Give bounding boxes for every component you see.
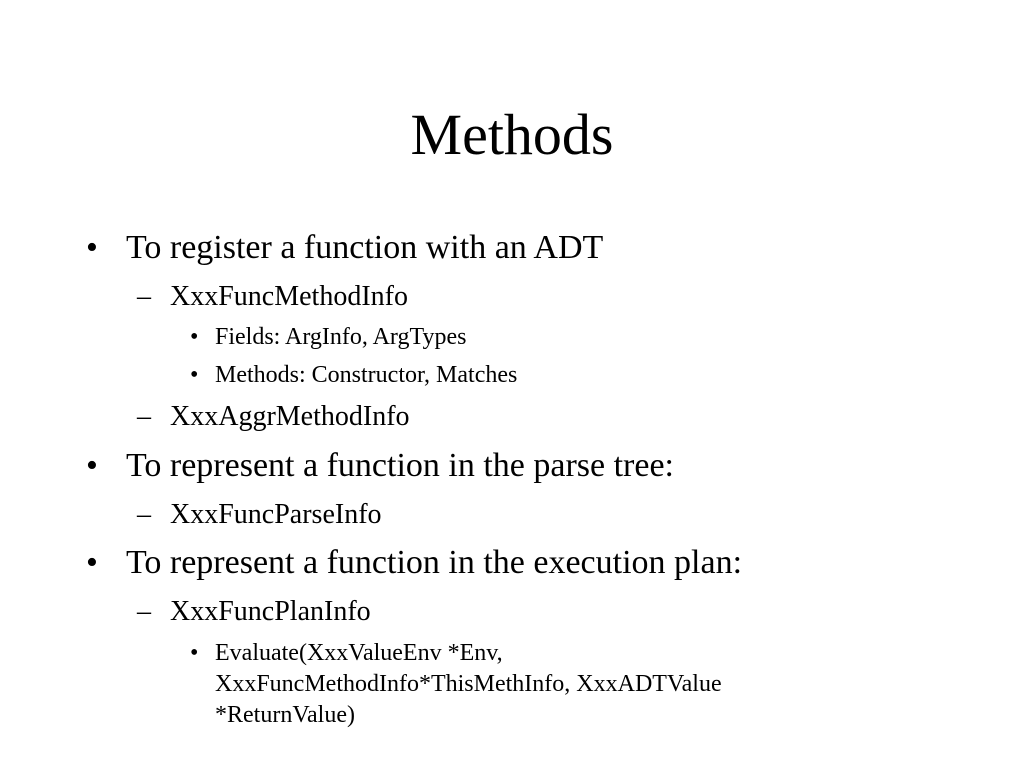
dash-marker: – xyxy=(137,596,151,627)
bullet-execution-plan: To represent a function in the execution plan: xyxy=(126,544,743,581)
bullet-marker: • xyxy=(190,362,199,388)
bullet-marker: • xyxy=(86,229,98,266)
dash-marker: – xyxy=(137,281,151,312)
subsub-evaluate-line2: XxxFuncMethodInfo*ThisMethInfo, XxxADTValue xyxy=(215,671,722,697)
sub-xxxfuncmethodinfo: XxxFuncMethodInfo xyxy=(170,281,408,312)
dash-marker: – xyxy=(137,499,151,530)
subsub-evaluate-line1: Evaluate(XxxValueEnv *Env, xyxy=(215,640,503,666)
bullet-marker: • xyxy=(190,324,199,350)
subsub-evaluate-line3: *ReturnValue) xyxy=(215,702,355,728)
bullet-marker: • xyxy=(86,447,98,484)
bullet-marker: • xyxy=(86,544,98,581)
bullet-register-function: To register a function with an ADT xyxy=(126,229,604,266)
bullet-marker: • xyxy=(190,640,199,666)
sub-xxxfuncparseinfo: XxxFuncParseInfo xyxy=(170,499,382,530)
subsub-fields: Fields: ArgInfo, ArgTypes xyxy=(215,324,467,350)
slide-title: Methods xyxy=(410,102,614,167)
subsub-methods: Methods: Constructor, Matches xyxy=(215,362,518,388)
bullet-parse-tree: To represent a function in the parse tree: xyxy=(126,447,675,484)
sub-xxxaggrmethodinfo: XxxAggrMethodInfo xyxy=(170,401,410,432)
dash-marker: – xyxy=(137,401,151,432)
sub-xxxfuncplaninfo: XxxFuncPlanInfo xyxy=(170,596,371,627)
